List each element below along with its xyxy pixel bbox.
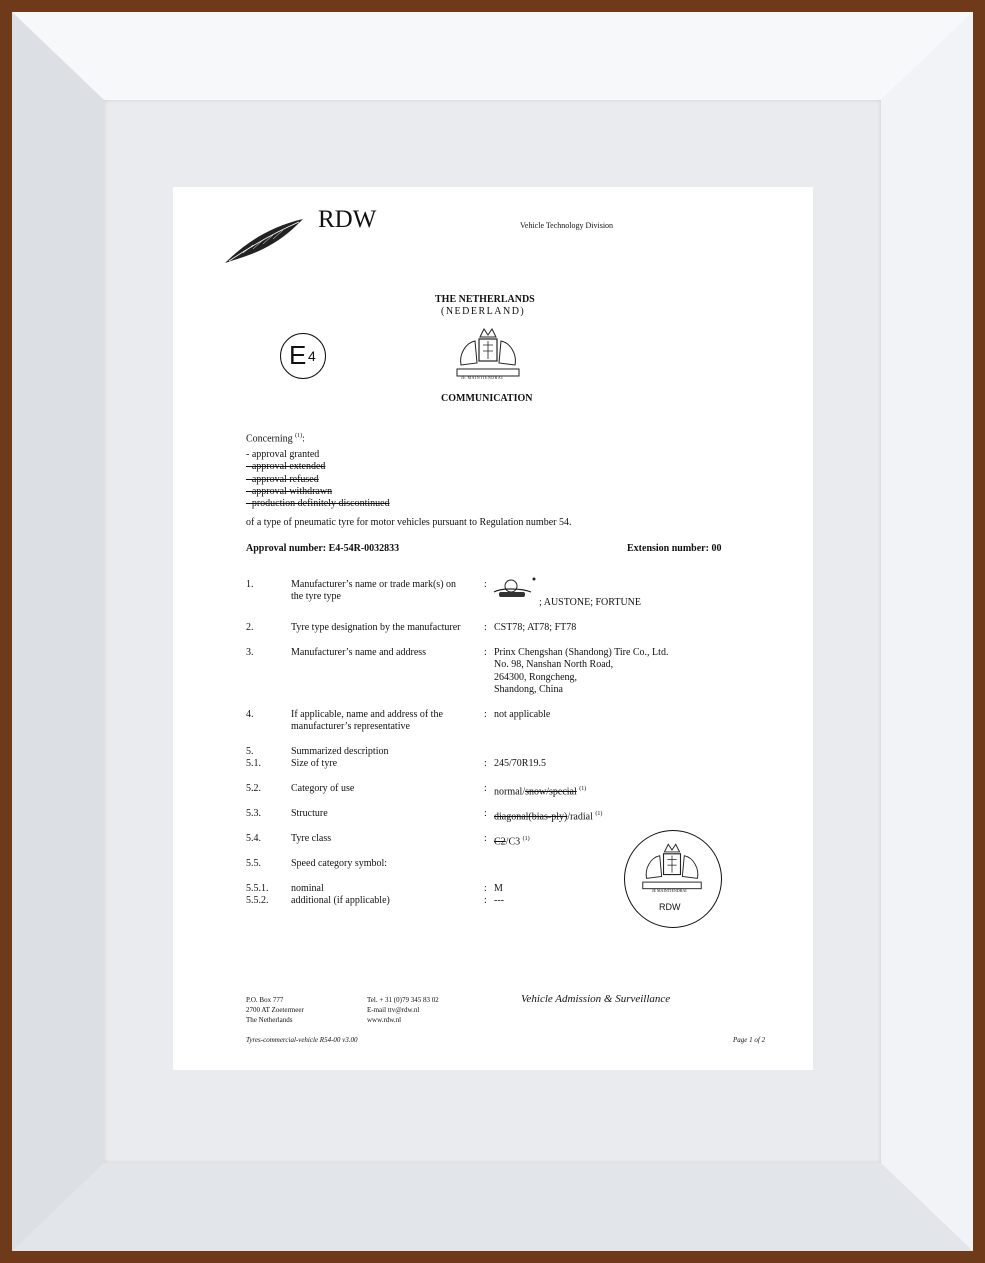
rdw-stamp	[624, 830, 722, 928]
category-of-use-value: normal/snow/special $^{(1)}$	[494, 786, 587, 798]
option-production-discontinued: - production definitely discontinued	[246, 498, 390, 509]
option-approval-withdrawn: - approval withdrawn	[246, 486, 333, 497]
item-label: nominal	[291, 883, 324, 894]
item-label: the tyre type	[291, 591, 341, 602]
item-label: Size of tyre	[291, 758, 338, 769]
mat-bevel-left	[12, 12, 104, 1251]
stamp-motto: JE MAINTIENDRAI	[652, 888, 687, 893]
colon: :	[484, 808, 487, 819]
item-number: 5.5.	[246, 858, 261, 869]
item-number: 5.2.	[246, 783, 261, 794]
colon: :	[484, 709, 487, 720]
item-number: 5.5.2.	[246, 895, 269, 906]
mat-bevel-top	[12, 12, 973, 100]
country-native: (NEDERLAND)	[441, 306, 526, 317]
colon: :	[484, 647, 487, 658]
item-label: Structure	[291, 808, 328, 819]
footer-contact-line: E-mail ttv@rdw.nl	[367, 1006, 420, 1014]
item-number: 5.4.	[246, 833, 261, 844]
address-line: 264300, Rongcheng,	[494, 672, 578, 683]
rdw-feather-logo-icon	[223, 215, 305, 265]
footer-contact-line: Tel. + 31 (0)79 345 83 02	[367, 996, 439, 1004]
trademark-value: ; AUSTONE; FORTUNE	[539, 597, 642, 608]
address-line: No. 98, Nanshan North Road,	[494, 659, 614, 670]
structure-value: diagonal(bias-ply)/radial $^{(1)}$	[494, 811, 603, 823]
option-approval-granted: - approval granted	[246, 449, 320, 460]
option-approval-extended: - approval extended	[246, 461, 326, 472]
item-number: 2.	[246, 622, 254, 633]
mat-bevel-bottom	[12, 1163, 973, 1251]
document-type: COMMUNICATION	[441, 393, 533, 404]
concerning-label: Concerning $^{(1)}$:	[246, 433, 305, 445]
speed-additional-value: ---	[494, 895, 504, 906]
footer-address-line: The Netherlands	[246, 1016, 293, 1024]
item-label: manufacturer’s representative	[291, 721, 410, 732]
footer-tagline: Vehicle Admission & Surveillance	[521, 993, 671, 1005]
regulation-statement: of a type of pneumatic tyre for motor vehicles pursuant to Regulation number 54.	[246, 517, 572, 528]
country-title: THE NETHERLANDS	[435, 294, 535, 305]
extension-number: Extension number: 00	[627, 543, 722, 554]
approval-number: Approval number: E4-54R-0032833	[246, 543, 400, 554]
rdw-logo-text: RDW	[318, 206, 377, 233]
colon: :	[484, 758, 487, 769]
item-label: Tyre class	[291, 833, 332, 844]
item-label: Manufacturer’s name and address	[291, 647, 427, 658]
tyre-class-value: C2/C3 $^{(1)}$	[494, 836, 530, 848]
form-identifier: Tyres-commercial-vehicle R54-00 v3.00	[246, 1036, 358, 1044]
item-number: 5.3.	[246, 808, 261, 819]
item-label: additional (if applicable)	[291, 895, 390, 906]
address-line: Shandong, China	[494, 684, 563, 695]
certificate-page	[173, 187, 813, 1070]
colon: :	[484, 783, 487, 794]
mat-bevel-right	[881, 12, 973, 1251]
chengshan-trademark-icon	[491, 576, 537, 600]
representative-value: not applicable	[494, 709, 551, 720]
footer-address-line: P.O. Box 777	[246, 996, 284, 1004]
coat-of-arms-icon	[453, 325, 523, 381]
crest-motto: JE MAINTIENDRAI	[461, 375, 504, 380]
colon: :	[484, 895, 487, 906]
item-number: 5.5.1.	[246, 883, 269, 894]
division-label: Vehicle Technology Division	[520, 221, 614, 230]
speed-nominal-value: M	[494, 883, 503, 894]
address-line: Prinx Chengshan (Shandong) Tire Co., Ltd.	[494, 647, 669, 658]
item-number: 4.	[246, 709, 254, 720]
item-number: 5.1.	[246, 758, 261, 769]
item-number: 1.	[246, 579, 254, 590]
item-label: Manufacturer’s name or trade mark(s) on	[291, 579, 457, 590]
tyre-designation-value: CST78; AT78; FT78	[494, 622, 577, 633]
colon: :	[484, 579, 487, 590]
footer-address-line: 2700 AT Zoetermeer	[246, 1006, 304, 1014]
stamp-text: RDW	[659, 902, 681, 912]
footer-contact-line: www.rdw.nl	[367, 1016, 402, 1024]
item-label: Tyre type designation by the manufacturer	[291, 622, 461, 633]
option-approval-refused: - approval refused	[246, 474, 319, 485]
stamp-crest-icon	[639, 839, 705, 895]
colon: :	[484, 883, 487, 894]
e-mark: E 4	[280, 333, 326, 379]
tyre-size-value: 245/70R19.5	[494, 758, 546, 769]
item-label: Speed category symbol:	[291, 858, 388, 869]
page-indicator: Page 1 of 2	[733, 1036, 766, 1044]
colon: :	[484, 833, 487, 844]
item-label: If applicable, name and address of the	[291, 709, 443, 720]
item-label: Category of use	[291, 783, 355, 794]
item-label: Summarized description	[291, 746, 389, 757]
item-number: 3.	[246, 647, 254, 658]
colon: :	[484, 622, 487, 633]
item-number: 5.	[246, 746, 254, 757]
